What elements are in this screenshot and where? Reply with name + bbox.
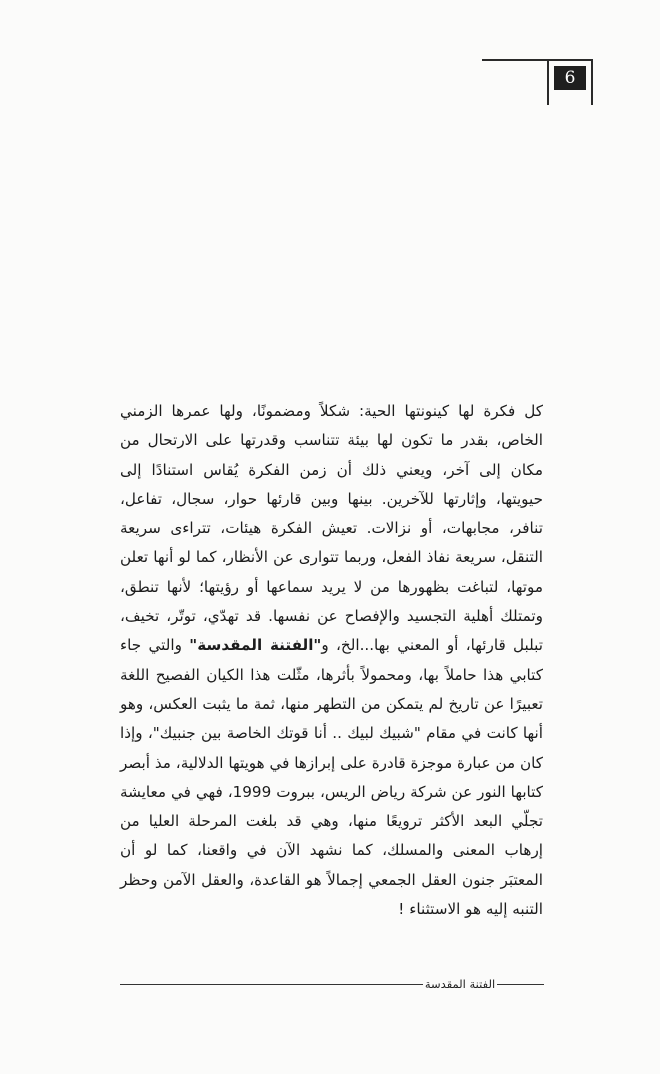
page-number-frame-right [591, 59, 593, 105]
page-number-frame-left [547, 59, 549, 105]
book-title-bold: "الفتنة المقدسة" [189, 636, 322, 655]
body-text [120, 397, 543, 924]
footer-rule-left [120, 984, 423, 985]
body-paragraph [120, 397, 543, 924]
body-text-part2: والتي جاء كتابي هذا حاملاً بها، ومحمولاً بأثرها، مثّلت هذا الكيان الفصيح اللغة تعبيرًا عن تاريخ لم يتمكن من التطهر منها، ثمة ما يثبت العكس، وهو أنها كانت في مقام "شبيك لبيك .. أنا قوتك الخاصة بين جنبيك"، وإذا كان من عبارة موجزة قادرة على إبرازها في هويتها الدلالية، مذ أبصر كتابها النور عن شركة رياض الريس، ببروت 1999، فهي في معايشة تجلّي البعد الأكثر ترويعًا منها، وهي قد بلغت المرحلة العليا من إرهاب المعنى والمسلك، كما نشهد الآن في واقعنا، كما لو أن المعتبَر جنون العقل الجمعي إجمالاً هو القاعدة، والعقل الآمن وحظر التنبه إليه هو الاستثناء ! [120, 636, 543, 919]
footer-running-title: الفتنة المقدسة [424, 977, 496, 991]
body-text-part1: كل فكرة لها كينونتها الحية: شكلاً ومضمونًا، ولها عمرها الزمني الخاص، بقدر ما تكون لها بيئة تتناسب وقدرتها على الارتحال من مكان إلى آخر، ويعني ذلك أن زمن الفكرة يُقاس استنادًا إلى حيويتها، وإثارتها للآخرين. بينها وبين قارئها حوار، سجال، تفاعل، تنافر، مجابهات، أو نزالات. تعيش الفكرة هيئات، تتراءى سريعة التنقل، سريعة نفاذ الفعل، وربما تتوارى عن الأنظار، كما لو أنها تعلن موتها، لتباغت بظهورها من لا يريد سماعها أو رؤيتها؛ لأنها تنطق، وتمتلك أهلية التجسيد والإفصاح عن نفسها. قد تهدّي، توتّر، تخيف، تبلبل قارئها، أو المعني بها...الخ، و [120, 402, 543, 655]
footer-rule-right [497, 984, 544, 985]
page-number: 6 [554, 66, 586, 90]
page-number-frame-top [482, 59, 592, 61]
